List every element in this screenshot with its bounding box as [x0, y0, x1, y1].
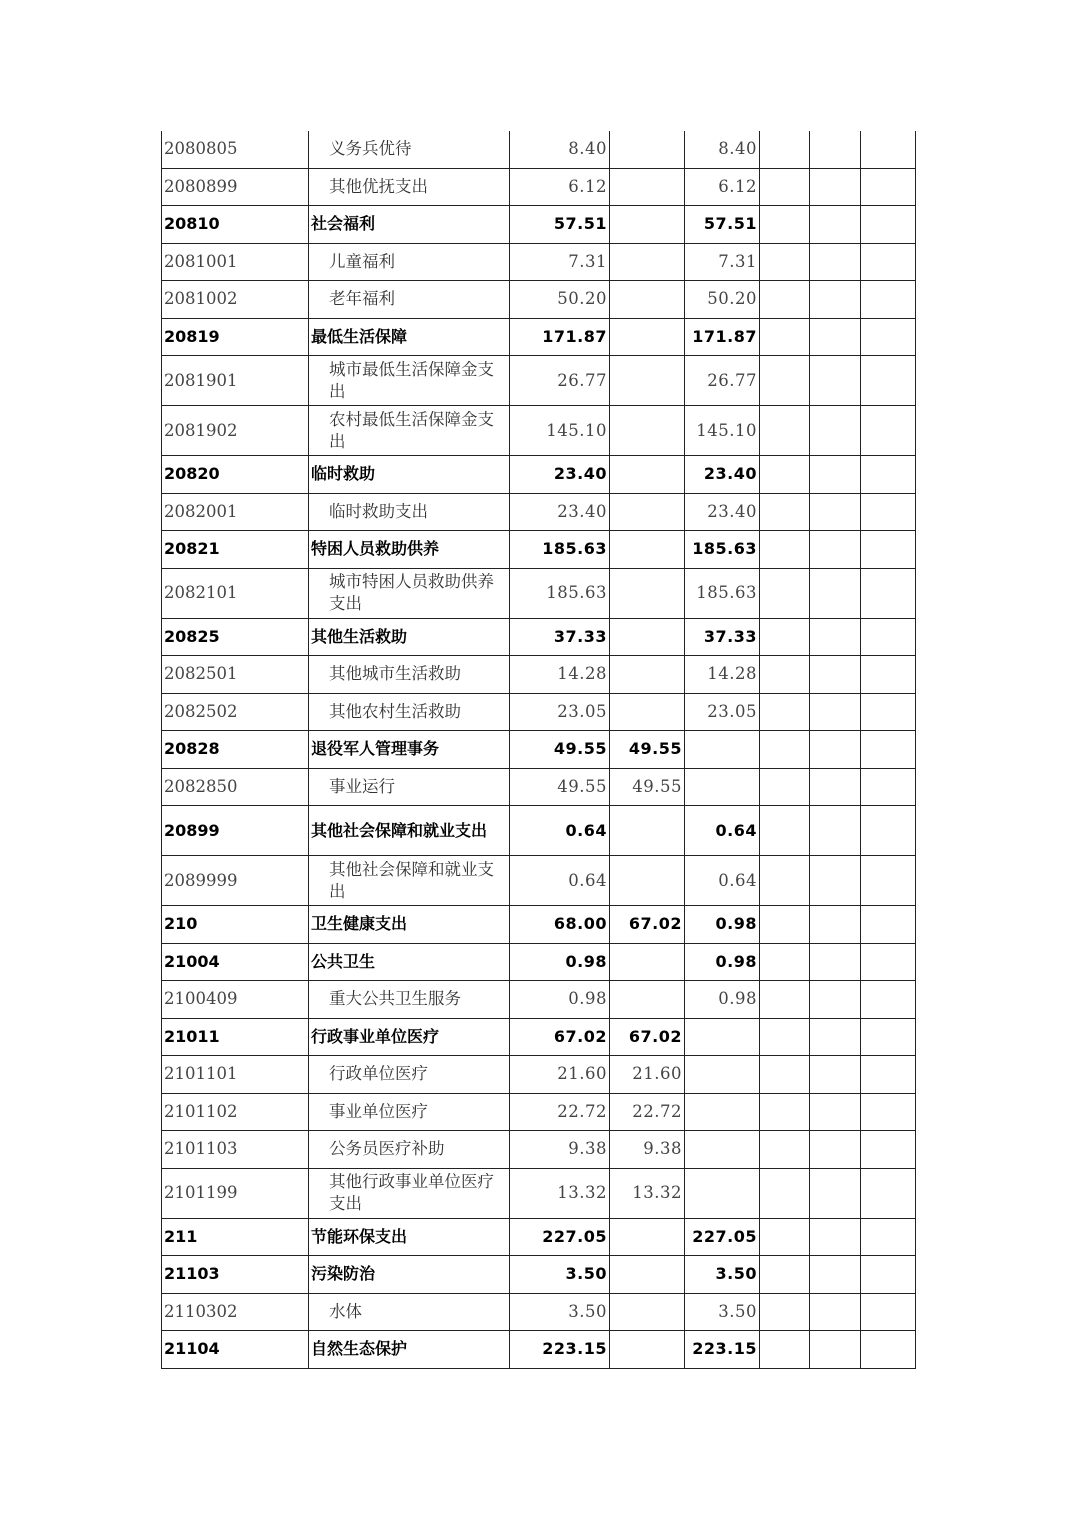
row-project-cell: 57.51: [685, 206, 760, 244]
row-basic-cell: 67.02: [610, 1018, 685, 1056]
row-name-cell: 最低生活保障: [309, 318, 510, 356]
row-name-cell: 公务员医疗补助: [309, 1131, 510, 1169]
row-empty-cell: [760, 768, 810, 806]
row-basic-cell: [610, 1218, 685, 1256]
row-empty-cell: [861, 1218, 916, 1256]
row-code-cell: 2110302: [162, 1293, 309, 1331]
row-total-cell: 145.10: [510, 406, 610, 456]
row-empty-cell: [810, 1056, 861, 1094]
row-basic-cell: [610, 568, 685, 618]
row-empty-cell: [810, 1256, 861, 1294]
row-empty-cell: [760, 568, 810, 618]
row-project-cell: 23.40: [685, 456, 760, 494]
table-row: [162, 1018, 916, 1056]
row-empty-cell: [861, 1131, 916, 1169]
row-basic-cell: [610, 1331, 685, 1369]
table-row: [162, 568, 916, 618]
table-row: [162, 1168, 916, 1218]
row-name-cell: 其他行政事业单位医疗支出: [309, 1168, 510, 1218]
table-row: [162, 531, 916, 569]
row-name-cell: 其他社会保障和就业支出: [309, 856, 510, 906]
table-row: [162, 981, 916, 1019]
row-empty-cell: [861, 281, 916, 319]
row-project-cell: [685, 1131, 760, 1169]
row-empty-cell: [760, 981, 810, 1019]
row-basic-cell: 13.32: [610, 1168, 685, 1218]
row-empty-cell: [810, 618, 861, 656]
row-empty-cell: [810, 731, 861, 769]
row-name-cell: 农村最低生活保障金支出: [309, 406, 510, 456]
table-row: [162, 281, 916, 319]
row-code-cell: 2082850: [162, 768, 309, 806]
table-row: [162, 406, 916, 456]
row-project-cell: 8.40: [685, 131, 760, 168]
row-empty-cell: [861, 1293, 916, 1331]
row-code-cell: 2081002: [162, 281, 309, 319]
row-empty-cell: [861, 981, 916, 1019]
row-basic-cell: [610, 656, 685, 694]
table-row: [162, 1331, 916, 1369]
table-row: [162, 1131, 916, 1169]
row-empty-cell: [810, 168, 861, 206]
row-empty-cell: [810, 131, 861, 168]
row-empty-cell: [861, 456, 916, 494]
row-empty-cell: [861, 1018, 916, 1056]
row-name-cell: 临时救助: [309, 456, 510, 494]
row-name-cell: 卫生健康支出: [309, 906, 510, 944]
row-empty-cell: [810, 406, 861, 456]
table-row: [162, 906, 916, 944]
row-name-cell: 节能环保支出: [309, 1218, 510, 1256]
row-code-cell: 20828: [162, 731, 309, 769]
row-total-cell: 23.40: [510, 456, 610, 494]
row-empty-cell: [810, 356, 861, 406]
row-total-cell: 37.33: [510, 618, 610, 656]
row-empty-cell: [810, 1093, 861, 1131]
table-row: [162, 1093, 916, 1131]
row-name-cell: 其他城市生活救助: [309, 656, 510, 694]
table-row: [162, 731, 916, 769]
row-project-cell: 223.15: [685, 1331, 760, 1369]
table-row: [162, 693, 916, 731]
row-basic-cell: [610, 1293, 685, 1331]
row-code-cell: 20810: [162, 206, 309, 244]
row-empty-cell: [861, 656, 916, 694]
row-project-cell: [685, 1168, 760, 1218]
table-row: [162, 943, 916, 981]
row-empty-cell: [760, 1093, 810, 1131]
row-project-cell: 227.05: [685, 1218, 760, 1256]
row-empty-cell: [861, 1331, 916, 1369]
row-code-cell: 2101101: [162, 1056, 309, 1094]
table-row: [162, 456, 916, 494]
row-empty-cell: [760, 731, 810, 769]
row-empty-cell: [760, 281, 810, 319]
row-empty-cell: [861, 1168, 916, 1218]
row-name-cell: 水体: [309, 1293, 510, 1331]
row-empty-cell: [760, 693, 810, 731]
row-project-cell: 0.98: [685, 943, 760, 981]
row-empty-cell: [810, 981, 861, 1019]
row-basic-cell: [610, 318, 685, 356]
row-empty-cell: [810, 1331, 861, 1369]
row-basic-cell: [610, 531, 685, 569]
budget-table: [161, 131, 916, 1369]
row-code-cell: 211: [162, 1218, 309, 1256]
row-code-cell: 2082502: [162, 693, 309, 731]
row-empty-cell: [810, 281, 861, 319]
row-empty-cell: [760, 856, 810, 906]
row-empty-cell: [760, 1256, 810, 1294]
row-code-cell: 21004: [162, 943, 309, 981]
row-basic-cell: [610, 206, 685, 244]
row-total-cell: 185.63: [510, 568, 610, 618]
row-name-cell: 公共卫生: [309, 943, 510, 981]
row-empty-cell: [810, 206, 861, 244]
row-basic-cell: [610, 618, 685, 656]
table-row: [162, 1218, 916, 1256]
row-empty-cell: [760, 1056, 810, 1094]
row-name-cell: 其他优抚支出: [309, 168, 510, 206]
row-total-cell: 23.05: [510, 693, 610, 731]
row-project-cell: 0.64: [685, 806, 760, 856]
row-project-cell: 50.20: [685, 281, 760, 319]
row-code-cell: 2081001: [162, 243, 309, 281]
row-total-cell: 21.60: [510, 1056, 610, 1094]
row-code-cell: 21104: [162, 1331, 309, 1369]
row-name-cell: 义务兵优待: [309, 131, 510, 168]
row-basic-cell: [610, 281, 685, 319]
row-empty-cell: [760, 1168, 810, 1218]
row-basic-cell: [610, 806, 685, 856]
row-empty-cell: [861, 243, 916, 281]
row-code-cell: 2101199: [162, 1168, 309, 1218]
row-total-cell: 6.12: [510, 168, 610, 206]
row-basic-cell: [610, 456, 685, 494]
row-total-cell: 3.50: [510, 1256, 610, 1294]
row-basic-cell: [610, 406, 685, 456]
row-total-cell: 13.32: [510, 1168, 610, 1218]
row-name-cell: 其他社会保障和就业支出: [309, 806, 510, 856]
table-row: [162, 168, 916, 206]
row-empty-cell: [861, 206, 916, 244]
row-empty-cell: [861, 168, 916, 206]
row-empty-cell: [861, 943, 916, 981]
row-empty-cell: [861, 1093, 916, 1131]
row-code-cell: 2101102: [162, 1093, 309, 1131]
row-name-cell: 城市特困人员救助供养支出: [309, 568, 510, 618]
row-empty-cell: [760, 906, 810, 944]
row-empty-cell: [810, 806, 861, 856]
row-project-cell: 7.31: [685, 243, 760, 281]
row-project-cell: [685, 731, 760, 769]
row-total-cell: 227.05: [510, 1218, 610, 1256]
row-code-cell: 2080805: [162, 131, 309, 168]
row-empty-cell: [861, 1256, 916, 1294]
row-code-cell: 2080899: [162, 168, 309, 206]
row-empty-cell: [760, 1331, 810, 1369]
row-project-cell: 26.77: [685, 356, 760, 406]
row-basic-cell: 49.55: [610, 768, 685, 806]
row-total-cell: 50.20: [510, 281, 610, 319]
row-code-cell: 210: [162, 906, 309, 944]
row-empty-cell: [760, 1218, 810, 1256]
row-empty-cell: [810, 856, 861, 906]
row-total-cell: 9.38: [510, 1131, 610, 1169]
row-project-cell: 37.33: [685, 618, 760, 656]
row-empty-cell: [760, 318, 810, 356]
row-total-cell: 14.28: [510, 656, 610, 694]
row-project-cell: 23.05: [685, 693, 760, 731]
row-empty-cell: [760, 131, 810, 168]
table-row: [162, 356, 916, 406]
row-project-cell: 171.87: [685, 318, 760, 356]
row-code-cell: 20820: [162, 456, 309, 494]
row-project-cell: 185.63: [685, 531, 760, 569]
table-row: [162, 1056, 916, 1094]
row-basic-cell: 22.72: [610, 1093, 685, 1131]
table-row: [162, 806, 916, 856]
row-empty-cell: [861, 568, 916, 618]
row-name-cell: 其他生活救助: [309, 618, 510, 656]
row-empty-cell: [810, 906, 861, 944]
row-empty-cell: [861, 806, 916, 856]
row-total-cell: 8.40: [510, 131, 610, 168]
row-basic-cell: [610, 243, 685, 281]
table-row: [162, 206, 916, 244]
row-empty-cell: [760, 531, 810, 569]
row-project-cell: [685, 1093, 760, 1131]
row-empty-cell: [810, 568, 861, 618]
table-row: [162, 618, 916, 656]
row-empty-cell: [810, 693, 861, 731]
row-code-cell: 2100409: [162, 981, 309, 1019]
row-empty-cell: [861, 1056, 916, 1094]
row-code-cell: 20825: [162, 618, 309, 656]
table-body: [162, 131, 916, 1368]
table-row: [162, 1256, 916, 1294]
row-basic-cell: [610, 856, 685, 906]
row-basic-cell: 67.02: [610, 906, 685, 944]
row-empty-cell: [810, 943, 861, 981]
row-empty-cell: [760, 943, 810, 981]
row-project-cell: 14.28: [685, 656, 760, 694]
row-empty-cell: [810, 243, 861, 281]
row-empty-cell: [810, 1218, 861, 1256]
row-code-cell: 20819: [162, 318, 309, 356]
row-total-cell: 171.87: [510, 318, 610, 356]
row-total-cell: 185.63: [510, 531, 610, 569]
row-basic-cell: 21.60: [610, 1056, 685, 1094]
row-total-cell: 3.50: [510, 1293, 610, 1331]
row-empty-cell: [810, 656, 861, 694]
row-project-cell: [685, 768, 760, 806]
row-total-cell: 0.64: [510, 806, 610, 856]
row-empty-cell: [810, 1293, 861, 1331]
row-name-cell: 重大公共卫生服务: [309, 981, 510, 1019]
row-total-cell: 49.55: [510, 731, 610, 769]
row-project-cell: [685, 1018, 760, 1056]
row-empty-cell: [810, 493, 861, 531]
row-basic-cell: [610, 131, 685, 168]
row-basic-cell: [610, 693, 685, 731]
row-empty-cell: [861, 906, 916, 944]
row-empty-cell: [810, 768, 861, 806]
row-empty-cell: [810, 318, 861, 356]
row-empty-cell: [861, 131, 916, 168]
row-name-cell: 退役军人管理事务: [309, 731, 510, 769]
row-basic-cell: [610, 493, 685, 531]
row-code-cell: 20899: [162, 806, 309, 856]
row-project-cell: 0.98: [685, 906, 760, 944]
table-row: [162, 856, 916, 906]
row-project-cell: 185.63: [685, 568, 760, 618]
row-project-cell: [685, 1056, 760, 1094]
row-basic-cell: [610, 168, 685, 206]
row-code-cell: 21103: [162, 1256, 309, 1294]
row-total-cell: 26.77: [510, 356, 610, 406]
row-name-cell: 事业运行: [309, 768, 510, 806]
row-empty-cell: [810, 456, 861, 494]
row-empty-cell: [760, 656, 810, 694]
table-row: [162, 131, 916, 168]
row-project-cell: 145.10: [685, 406, 760, 456]
row-code-cell: 2089999: [162, 856, 309, 906]
row-code-cell: 2082501: [162, 656, 309, 694]
row-total-cell: 57.51: [510, 206, 610, 244]
row-name-cell: 事业单位医疗: [309, 1093, 510, 1131]
row-name-cell: 临时救助支出: [309, 493, 510, 531]
row-code-cell: 2101103: [162, 1131, 309, 1169]
row-total-cell: 0.64: [510, 856, 610, 906]
row-empty-cell: [760, 493, 810, 531]
row-total-cell: 0.98: [510, 943, 610, 981]
row-total-cell: 49.55: [510, 768, 610, 806]
row-total-cell: 67.02: [510, 1018, 610, 1056]
row-code-cell: 2081901: [162, 356, 309, 406]
row-project-cell: 3.50: [685, 1256, 760, 1294]
row-project-cell: 23.40: [685, 493, 760, 531]
row-empty-cell: [760, 806, 810, 856]
table-row: [162, 656, 916, 694]
table-row: [162, 1293, 916, 1331]
row-empty-cell: [861, 618, 916, 656]
row-empty-cell: [861, 531, 916, 569]
row-empty-cell: [760, 406, 810, 456]
row-project-cell: 0.64: [685, 856, 760, 906]
row-empty-cell: [810, 1168, 861, 1218]
row-empty-cell: [810, 1131, 861, 1169]
row-code-cell: 2081902: [162, 406, 309, 456]
row-code-cell: 21011: [162, 1018, 309, 1056]
row-empty-cell: [861, 856, 916, 906]
table-row: [162, 768, 916, 806]
row-name-cell: 特困人员救助供养: [309, 531, 510, 569]
row-name-cell: 城市最低生活保障金支出: [309, 356, 510, 406]
table-row: [162, 243, 916, 281]
row-name-cell: 自然生态保护: [309, 1331, 510, 1369]
row-total-cell: 68.00: [510, 906, 610, 944]
row-total-cell: 0.98: [510, 981, 610, 1019]
row-total-cell: 7.31: [510, 243, 610, 281]
row-name-cell: 行政单位医疗: [309, 1056, 510, 1094]
table-row: [162, 318, 916, 356]
row-empty-cell: [861, 356, 916, 406]
row-empty-cell: [861, 693, 916, 731]
row-empty-cell: [760, 1131, 810, 1169]
row-empty-cell: [760, 1293, 810, 1331]
row-basic-cell: [610, 943, 685, 981]
row-name-cell: 污染防治: [309, 1256, 510, 1294]
row-empty-cell: [760, 168, 810, 206]
row-name-cell: 行政事业单位医疗: [309, 1018, 510, 1056]
row-name-cell: 其他农村生活救助: [309, 693, 510, 731]
row-code-cell: 2082001: [162, 493, 309, 531]
row-basic-cell: [610, 1256, 685, 1294]
row-total-cell: 223.15: [510, 1331, 610, 1369]
row-basic-cell: 9.38: [610, 1131, 685, 1169]
row-code-cell: 2082101: [162, 568, 309, 618]
row-empty-cell: [760, 1018, 810, 1056]
row-project-cell: 0.98: [685, 981, 760, 1019]
row-name-cell: 儿童福利: [309, 243, 510, 281]
row-empty-cell: [861, 406, 916, 456]
row-code-cell: 20821: [162, 531, 309, 569]
row-empty-cell: [861, 731, 916, 769]
row-empty-cell: [760, 618, 810, 656]
row-empty-cell: [760, 456, 810, 494]
row-empty-cell: [810, 531, 861, 569]
row-project-cell: 3.50: [685, 1293, 760, 1331]
row-name-cell: 社会福利: [309, 206, 510, 244]
row-empty-cell: [861, 768, 916, 806]
row-empty-cell: [861, 493, 916, 531]
row-total-cell: 22.72: [510, 1093, 610, 1131]
table-row: [162, 493, 916, 531]
row-empty-cell: [861, 318, 916, 356]
row-basic-cell: [610, 356, 685, 406]
row-empty-cell: [810, 1018, 861, 1056]
row-project-cell: 6.12: [685, 168, 760, 206]
row-empty-cell: [760, 206, 810, 244]
row-total-cell: 23.40: [510, 493, 610, 531]
row-empty-cell: [760, 356, 810, 406]
row-basic-cell: [610, 981, 685, 1019]
row-name-cell: 老年福利: [309, 281, 510, 319]
row-basic-cell: 49.55: [610, 731, 685, 769]
row-empty-cell: [760, 243, 810, 281]
